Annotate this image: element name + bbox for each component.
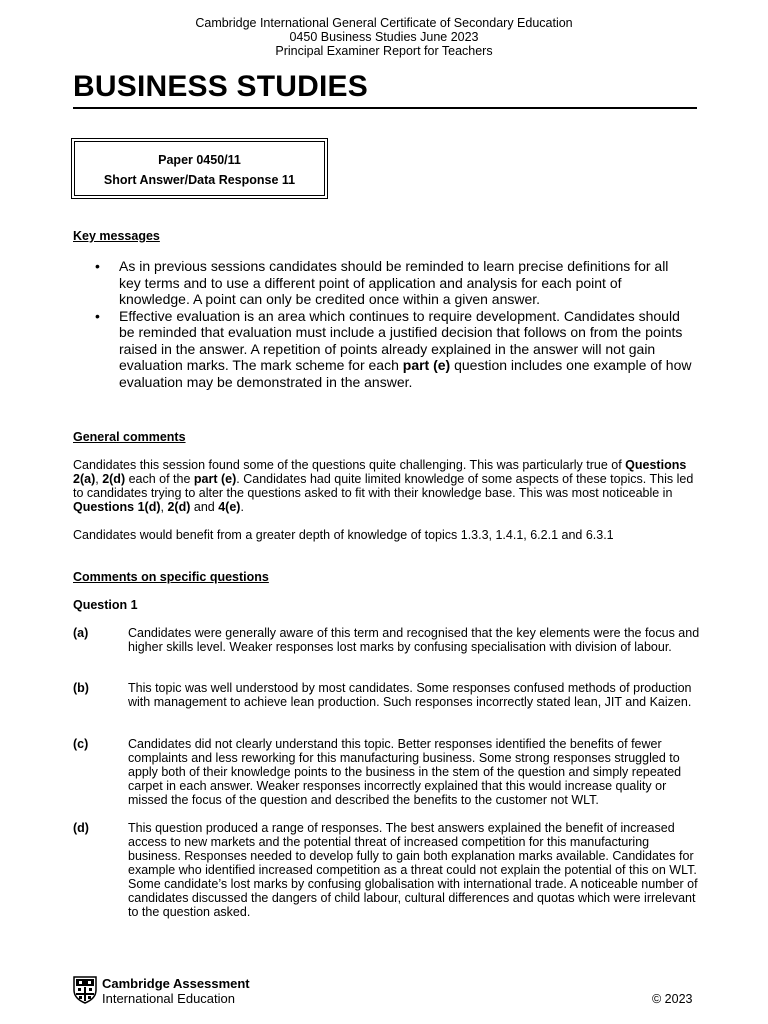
paper-name: Short Answer/Data Response 11 [103,173,296,187]
header-line-1: Cambridge International General Certificate of Secondary Education [195,16,573,30]
report-header [0,16,768,58]
header-line-2: 0450 Business Studies June 2023 [289,30,479,44]
key-messages-list [73,258,693,390]
item-label: (d) [73,821,89,835]
specific-questions-heading: Comments on specific questions [73,570,269,584]
paper-info-box [71,138,328,199]
paper-number: Paper 0450/11 [158,153,241,167]
item-text: Candidates did not clearly understand this topic. Better responses identified the benefits of fewer complaints and less reworking for this manufacturing business. Some strong responses struggled to apply both of their knowledge points to the business in the stem of the question and simply repeated carpet in each answer. Weaker responses incorrectly explained that this would increase quality or missed the focus of the question and described the benefits to the customer not WLT. [128,737,682,807]
cambridge-shield-icon [73,976,97,1004]
key-message-item: • Effective evaluation is an area which continues to require development. Candidates should be reminded that evaluation must include a justified decision that follows on from the points raised in the answer. A repetition of points already explained in the answer will not gain evaluation marks. The mark scheme for each part (e) question includes one example of how evaluation may be demonstrated in the answer. [95,307,692,390]
item-text: This question produced a range of responses. The best answers explained the benefit of increased access to new markets and the potential threat of increased competition for this manufacturing business. Responses needed to develop fully to gain both explanation marks available. Candidates for example who identified increased competition as a threat could not explain the potential of this on WLT. Some candidate’s lost marks by confusing globalisation with international trade. A noticeable number of candidates discussed the dangers of child labour, cultural differences and quotas which were irrelevant to the question asked. [128,821,698,919]
bullet-icon: • [95,307,100,324]
general-comments-heading: General comments [73,430,186,444]
general-comments-paragraph-1: Candidates this session found some of the questions quite challenging. This was particularly true of Questions 2(a), 2(d) each of the part (e). Candidates had quite limited knowledge of some aspects of these topics. This led to candidates trying to alter the questions asked to fit with their knowledge base. This was most noticeable in Questions 1(d), 2(d) and 4(e). [73,458,694,514]
item-label: (b) [73,681,89,695]
item-text: Candidates were generally aware of this term and recognised that the key elements were the focus and higher skills level. Weaker responses lost marks by confusing specialisation with division of labour. [128,626,700,654]
header-line-3: Principal Examiner Report for Teachers [275,44,493,58]
item-label: (a) [73,626,89,640]
logo-line-1: Cambridge Assessment [102,976,250,991]
page-title: BUSINESS STUDIES [73,70,368,103]
key-message-item: • As in previous sessions candidates should be reminded to learn precise definitions for all key terms and to use a different point of application and analysis for each point of knowledge. A point can only be credited once within a given answer. [95,258,669,307]
title-rule [73,107,697,109]
item-text: This topic was well understood by most candidates. Some responses confused methods of production with management to achieve lean production. Such responses incorrectly stated lean, JIT and Kaizen. [128,681,692,709]
item-label: (c) [73,737,89,751]
key-messages-heading: Key messages [73,229,160,243]
bullet-icon: • [95,258,100,274]
general-comments-paragraph-2: Candidates would benefit from a greater depth of knowledge of topics 1.3.3, 1.4.1, 6.2.1 and 6.3.1 [73,528,614,542]
copyright: © 2023 [652,992,693,1006]
question-1-title: Question 1 [73,598,138,612]
logo-line-2: International Education [102,991,235,1006]
